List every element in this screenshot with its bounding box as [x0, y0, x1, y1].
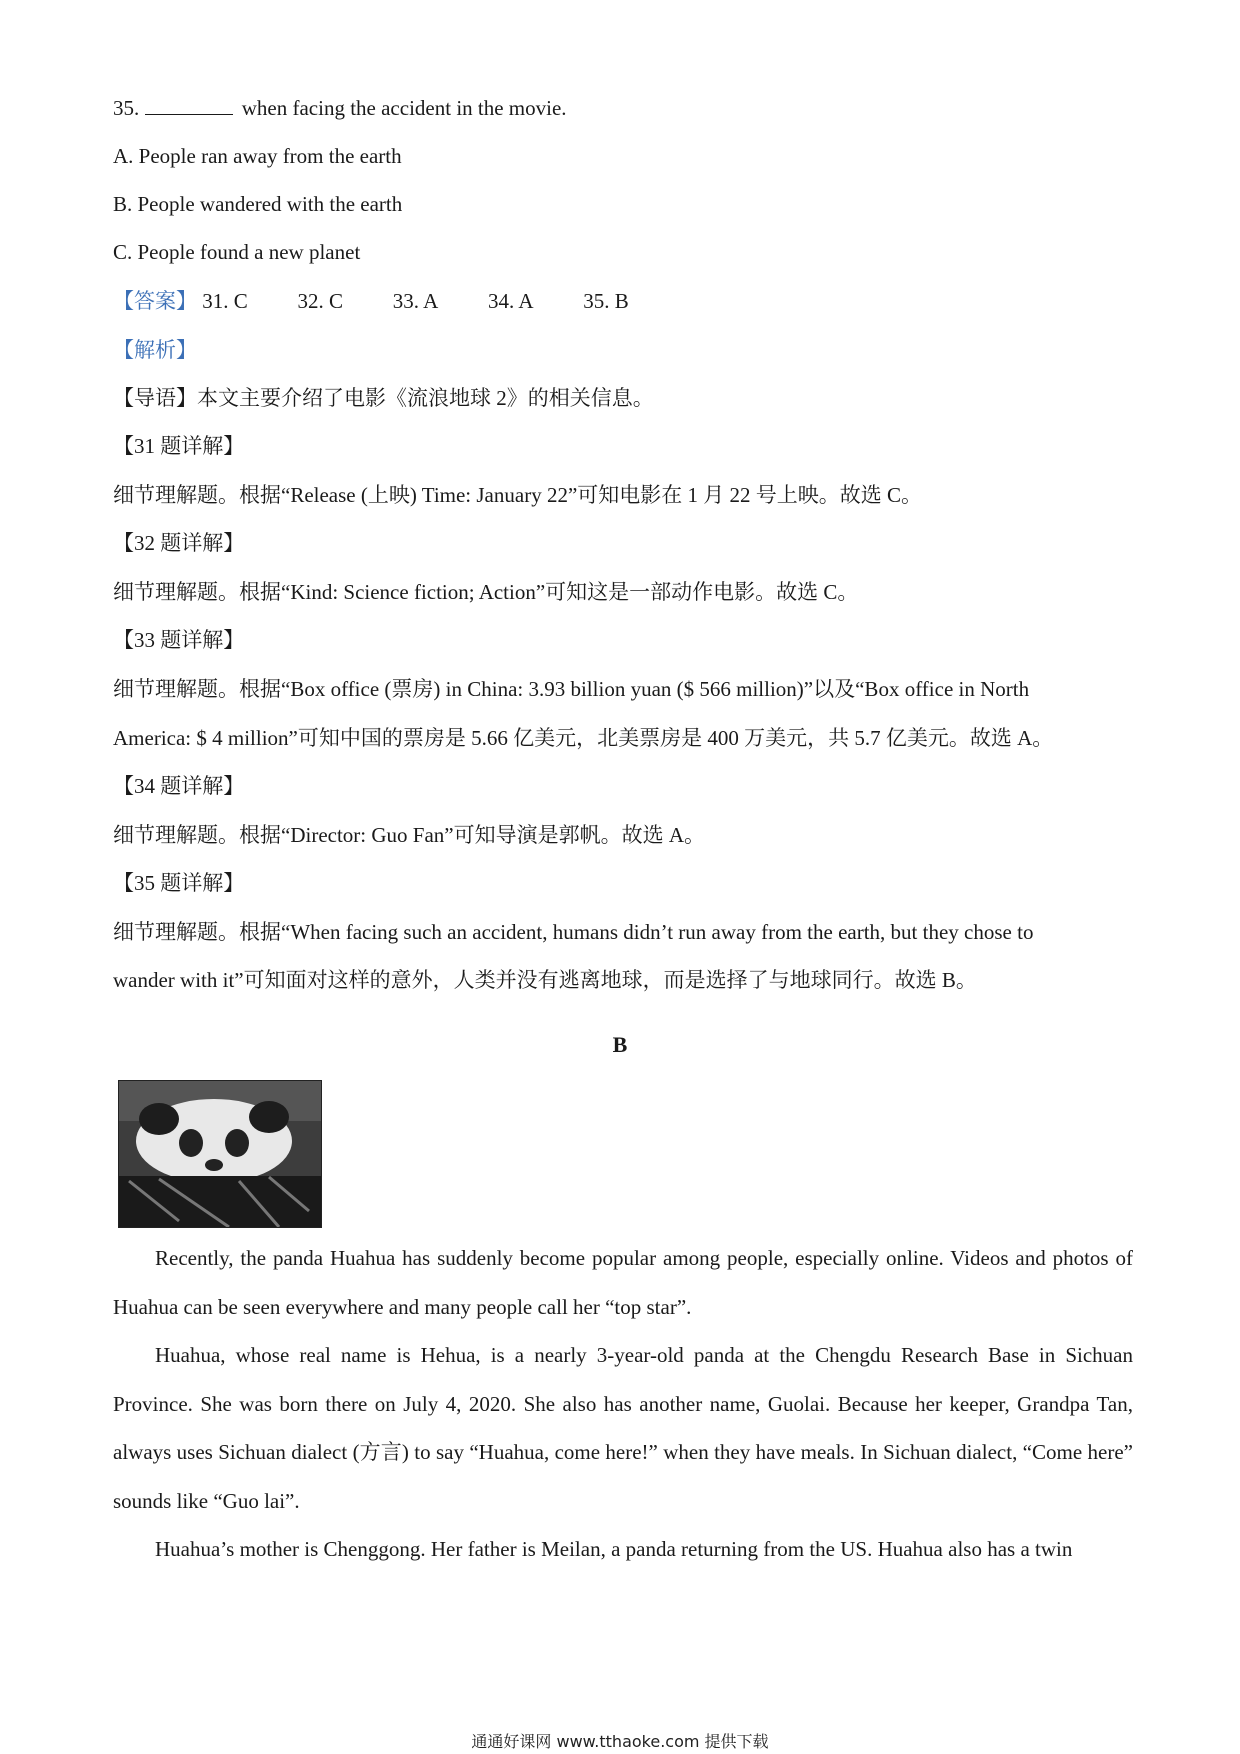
section-title: B: [612, 1032, 628, 1057]
option-c: C. People found a new planet: [113, 240, 361, 264]
detail-text-31: 细节理解题。根据“Release (上映) Time: January 22”可知电影在 1 月 22 号上映。故选 C。: [113, 483, 923, 507]
answer-label: 【答案】: [113, 289, 197, 313]
answer-line: [113, 287, 629, 315]
answer-item: 35. B: [583, 289, 629, 313]
answer-item: 31. C: [202, 289, 248, 313]
detail-text-33-line1: 细节理解题。根据“Box office (票房) in China: 3.93 billion yuan ($ 566 million)”以及“Box office in North: [113, 677, 1030, 701]
panda-photo: [118, 1080, 322, 1228]
option-a: A. People ran away from the earth: [113, 144, 402, 168]
detail-heading-32: 【32 题详解】: [113, 531, 245, 555]
panda-image-icon: [119, 1081, 321, 1227]
answer-blank: [145, 96, 233, 115]
page-footer: 通通好课网 www.tthaoke.com 提供下载: [471, 1732, 769, 1751]
question-stem-text: when facing the accident in the movie.: [241, 96, 567, 120]
detail-text-35-line1: 细节理解题。根据“When facing such an accident, humans didn’t run away from the earth, but they chose to: [113, 920, 1034, 944]
detail-heading-31: 【31 题详解】: [113, 434, 245, 458]
detail-heading-34: 【34 题详解】: [113, 774, 245, 798]
question-35-stem: [113, 94, 567, 122]
passage-paragraph-1: Recently, the panda Huahua has suddenly become popular among people, especially online. Videos and photos of Huahua can be seen everywhere and many people call her “top star”.: [113, 1246, 1133, 1319]
analysis-label: 【解析】: [113, 338, 197, 362]
detail-heading-35: 【35 题详解】: [113, 871, 245, 895]
detail-text-34: 细节理解题。根据“Director: Guo Fan”可知导演是郭帆。故选 A。: [113, 823, 706, 847]
answer-item: 34. A: [488, 289, 534, 313]
detail-text-33-line2: America: $ 4 million”可知中国的票房是 5.66 亿美元，北美票房是 400 万美元，共 5.7 亿美元。故选 A。: [113, 726, 1054, 750]
detail-text-32: 细节理解题。根据“Kind: Science fiction; Action”可知这是一部动作电影。故选 C。: [113, 580, 859, 604]
option-b: B. People wandered with the earth: [113, 192, 403, 216]
answer-item: 32. C: [297, 289, 344, 313]
detail-text-35-line2: wander with it”可知面对这样的意外，人类并没有逃离地球，而是选择了与地球同行。故选 B。: [113, 968, 977, 992]
detail-heading-33: 【33 题详解】: [113, 628, 245, 652]
answer-item: 33. A: [392, 289, 439, 313]
passage-paragraph-3: Huahua’s mother is Chenggong. Her father is Meilan, a panda returning from the US. Huahua also has a twin: [155, 1537, 1073, 1561]
question-number: 35.: [113, 96, 140, 120]
analysis-intro: 【导语】本文主要介绍了电影《流浪地球 2》的相关信息。: [113, 386, 654, 410]
passage-paragraph-2: Huahua, whose real name is Hehua, is a nearly 3-year-old panda at the Chengdu Research Base in Sichuan Province. She was born there on July 4, 2020. She also has another name, Guolai. Because her keeper, Grandpa Tan, always uses Sichuan dialect (方言) to say “Huahua, come here!” when they have meals. In Sichuan dialect, “Come here” sounds like “Guo lai”.: [113, 1343, 1133, 1513]
